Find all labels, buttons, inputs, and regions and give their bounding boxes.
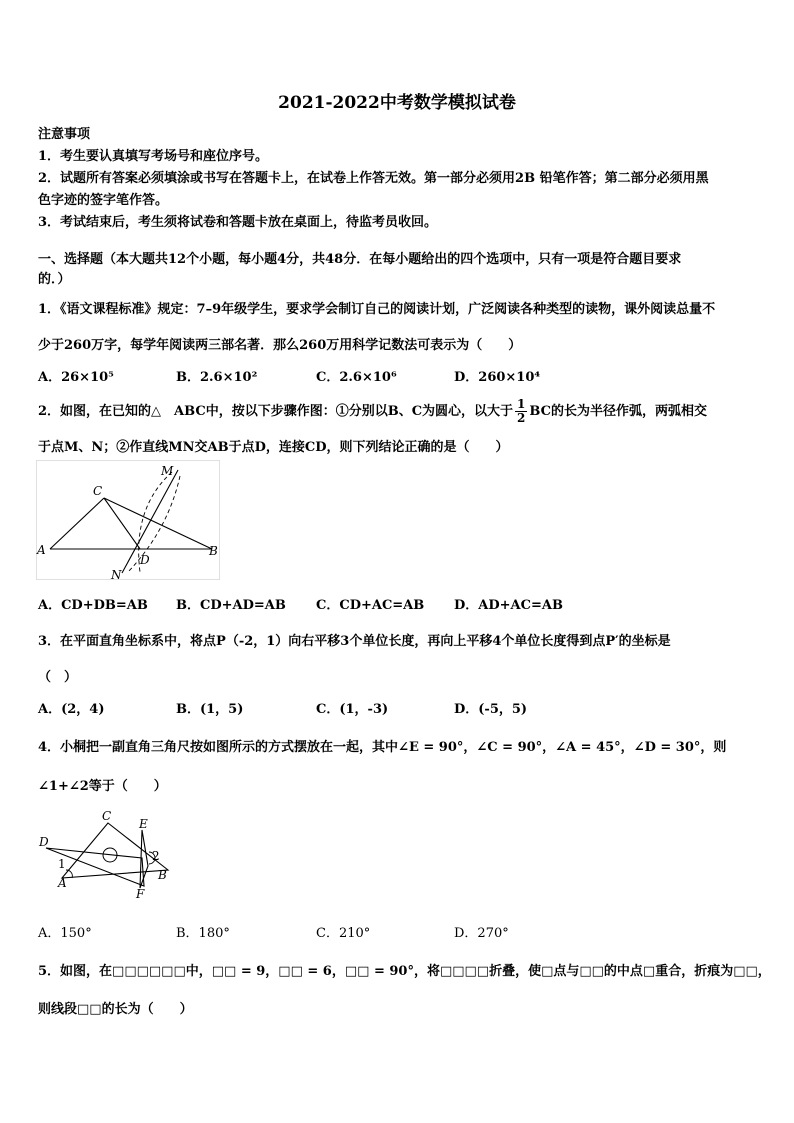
- q1-option-c[interactable]: C．2.6×10⁶: [316, 370, 397, 385]
- label-angle-2: 2: [152, 849, 160, 863]
- q1-option-b[interactable]: B．2.6×10²: [176, 370, 258, 385]
- q2-option-d[interactable]: D．AD+AC=AB: [454, 598, 563, 613]
- q1-option-d[interactable]: D．260×10⁴: [454, 370, 541, 385]
- q3-stem-line1: 3．在平面直角坐标系中，将点P（-2，1）向右平移3个单位长度，再向上平移4个单位长度得到点P′的坐标是: [38, 634, 671, 649]
- q1-stem-line1: 1．《语文课程标准》规定：7–9年级学生，要求学会制订自己的阅读计划，广泛阅读各种类型的读物，课外阅读总量不: [38, 302, 716, 317]
- label-m: M: [161, 464, 174, 478]
- q2-figure: [36, 460, 226, 585]
- q4-figure: [36, 808, 176, 903]
- segment-ac: [50, 498, 104, 549]
- q3-stem-line2: （ ）: [38, 670, 78, 685]
- q1-option-a[interactable]: A．26×10⁵: [38, 370, 114, 385]
- q2-stem-pre: 2．如图，在已知的△ ABC中，按以下步骤作图：①分别以B、C为圆心，以大于: [38, 404, 514, 419]
- q5-stem-line2: 则线段□□的长为（ ）: [38, 1002, 193, 1017]
- q2-option-c[interactable]: C．CD+AC=AB: [316, 598, 425, 613]
- page-title: 2021-2022中考数学模拟试卷: [278, 93, 516, 113]
- label-e: E: [139, 817, 148, 831]
- label-c: C: [93, 484, 103, 498]
- q4-stem-line2: ∠1+∠2等于（ ）: [38, 779, 167, 794]
- q4-option-a[interactable]: A．150°: [38, 926, 92, 941]
- q3-option-b[interactable]: B．(1，5): [176, 702, 244, 717]
- section-heading-cont: 的．）: [38, 272, 71, 287]
- label-f: F: [136, 887, 145, 901]
- q3-option-c[interactable]: C．(1，-3): [316, 702, 389, 717]
- q3-option-a[interactable]: A．(2，4): [38, 702, 105, 717]
- q1-stem-line2: 少于260万字，每学年阅读两三部名著．那么260万用科学记数法可表示为（ ）: [38, 338, 522, 353]
- q4-option-d[interactable]: D．270°: [454, 926, 509, 941]
- notice-item-2: 2．试题所有答案必须填涂或书写在答题卡上，在试卷上作答无效。第一部分必须用2B 铅笔作答；第二部分必须用黑: [38, 171, 709, 186]
- label-a: A: [58, 876, 67, 890]
- label-a: A: [37, 543, 46, 557]
- label-angle-1: 1: [58, 857, 66, 871]
- notice-item-2-cont: 色字迹的签字笔作答。: [38, 193, 169, 208]
- label-d: D: [39, 835, 49, 849]
- q2-stem-line2: 于点M、N；②作直线MN交AB于点D，连接CD，则下列结论正确的是（ ）: [38, 440, 509, 455]
- q2-stem-line1: [38, 398, 707, 425]
- q4-stem-line1: 4．小桐把一副直角三角尺按如图所示的方式摆放在一起，其中∠E = 90°，∠C = 90°，∠A = 45°，∠D = 30°，则: [38, 740, 727, 755]
- arc-from-c: [128, 476, 180, 572]
- q4-option-c[interactable]: C．210°: [316, 926, 371, 941]
- q2-stem-post: BC的长为半径作弧，两弧相交: [529, 404, 707, 419]
- section-heading: 一、选择题（本大题共12个小题，每小题4分，共48分．在每小题给出的四个选项中，只有一项是符合题目要求: [38, 252, 682, 267]
- label-b: B: [209, 544, 218, 558]
- q2-option-b[interactable]: B．CD+AD=AB: [176, 598, 286, 613]
- notice-item-3: 3．考试结束后，考生须将试卷和答题卡放在桌面上，待监考员收回。: [38, 215, 438, 230]
- notice-item-1: 1．考生要认真填写考场号和座位序号。: [38, 149, 269, 164]
- q2-option-a[interactable]: A．CD+DB=AB: [38, 598, 148, 613]
- label-n: N: [111, 568, 122, 582]
- label-c: C: [102, 809, 112, 823]
- q5-stem-line1: 5．如图，在□□□□□□中，□□ = 9，□□ = 6，□□ = 90°，将□□□□折叠，使□点与□□的中点□重合，折痕为□□，: [38, 964, 771, 979]
- label-b: B: [158, 868, 167, 882]
- notice-heading: 注意事项: [38, 127, 91, 142]
- line-mn: [122, 470, 178, 573]
- q2-frac-den: 2: [517, 411, 526, 425]
- q2-frac-num: 1: [517, 397, 526, 411]
- q4-option-b[interactable]: B．180°: [176, 926, 230, 941]
- segment-cd: [104, 498, 140, 549]
- label-d: D: [140, 553, 150, 567]
- q3-option-d[interactable]: D．(-5，5): [454, 702, 528, 717]
- q2-fraction: [515, 398, 527, 425]
